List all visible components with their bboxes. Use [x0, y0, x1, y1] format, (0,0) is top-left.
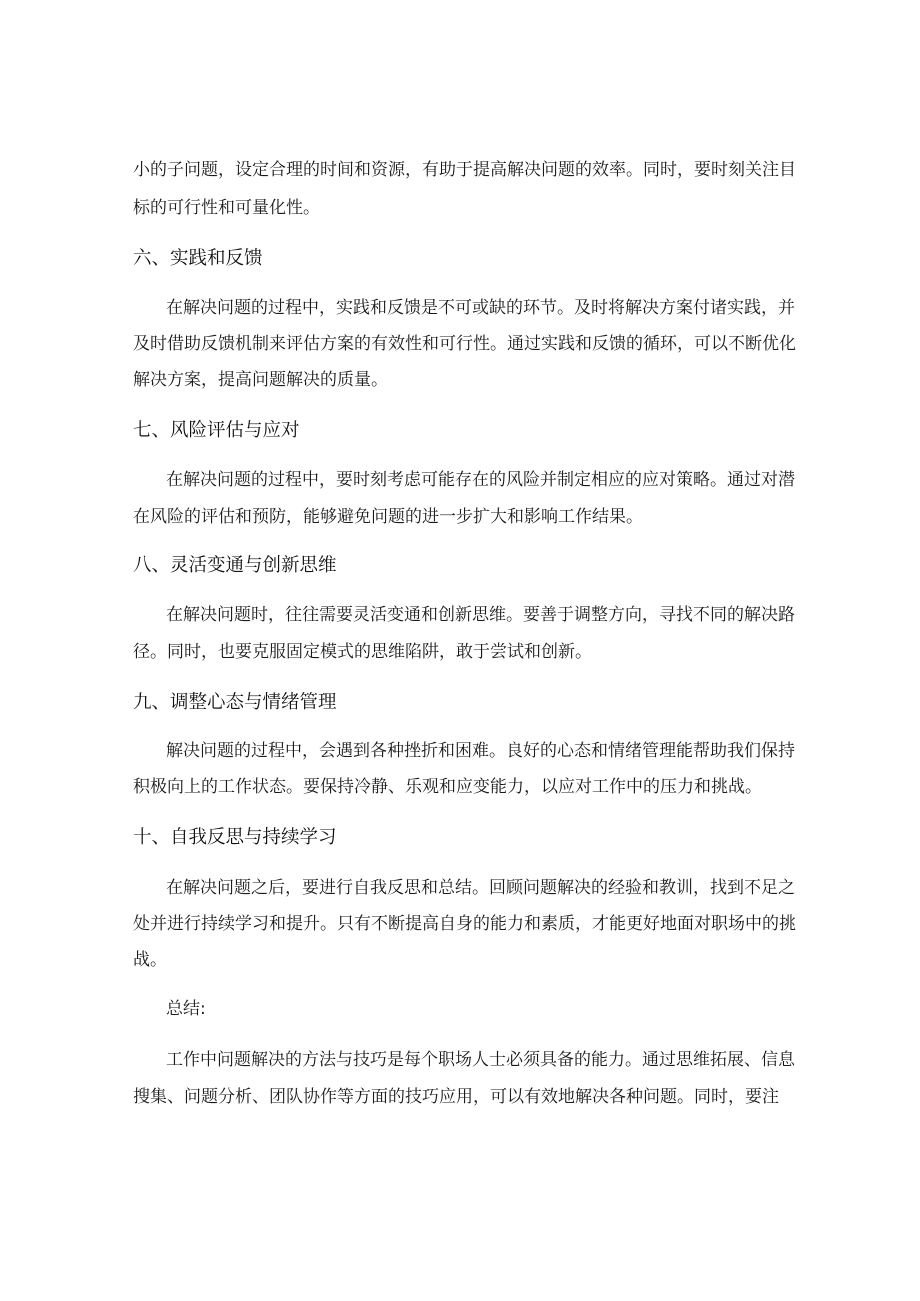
section-8-line-1: 在解决问题时，往往需要灵活变通和创新思维。要善于调整方向，寻找不同的解决路	[166, 605, 795, 625]
section-6-line-2: 及时借助反馈机制来评估方案的有效性和可行性。通过实践和反馈的循环，可以不断优化	[133, 334, 796, 354]
section-6-line-3: 解决方案，提高问题解决的质量。	[133, 370, 388, 390]
section-7-line-2: 在风险的评估和预防，能够避免问题的进一步扩大和影响工作结果。	[133, 507, 643, 527]
section-7-heading: 七、风险评估与应对	[133, 420, 300, 441]
section-9-heading: 九、调整心态与情绪管理	[133, 692, 337, 713]
section-6-line-1: 在解决问题的过程中，实践和反馈是不可或缺的环节。及时将解决方案付诸实践，并	[166, 298, 795, 318]
section-8-line-2: 径。同时，也要克服固定模式的思维陷阱，敢于尝试和创新。	[133, 642, 592, 662]
intro-line-1: 小的子问题，设定合理的时间和资源，有助于提高解决问题的效率。同时，要时刻关注目	[133, 160, 796, 180]
summary-line-2: 搜集、问题分析、团队协作等方面的技巧应用，可以有效地解决各种问题。同时，要注	[133, 1087, 779, 1107]
section-10-line-2: 处并进行持续学习和提升。只有不断提高自身的能力和素质，才能更好地面对职场中的挑	[133, 914, 796, 934]
section-10-line-1: 在解决问题之后，要进行自我反思和总结。回顾问题解决的经验和教训，找到不足之	[166, 878, 795, 898]
section-9-line-1: 解决问题的过程中，会遇到各种挫折和困难。良好的心态和情绪管理能帮助我们保持	[166, 741, 795, 761]
section-7-line-1: 在解决问题的过程中，要时刻考虑可能存在的风险并制定相应的应对策略。通过对潜	[166, 470, 795, 490]
section-6-heading: 六、实践和反馈	[133, 248, 263, 269]
summary-label: 总结:	[166, 999, 206, 1019]
section-9-line-2: 积极向上的工作状态。要保持冷静、乐观和应变能力，以应对工作中的压力和挑战。	[133, 777, 762, 797]
summary-line-1: 工作中问题解决的方法与技巧是每个职场人士必须具备的能力。通过思维拓展、信息	[166, 1050, 795, 1070]
intro-line-2: 标的可行性和可量化性。	[133, 198, 320, 218]
section-10-line-3: 战。	[133, 950, 167, 970]
section-10-heading: 十、自我反思与持续学习	[133, 827, 337, 848]
section-8-heading: 八、灵活变通与创新思维	[133, 555, 337, 576]
